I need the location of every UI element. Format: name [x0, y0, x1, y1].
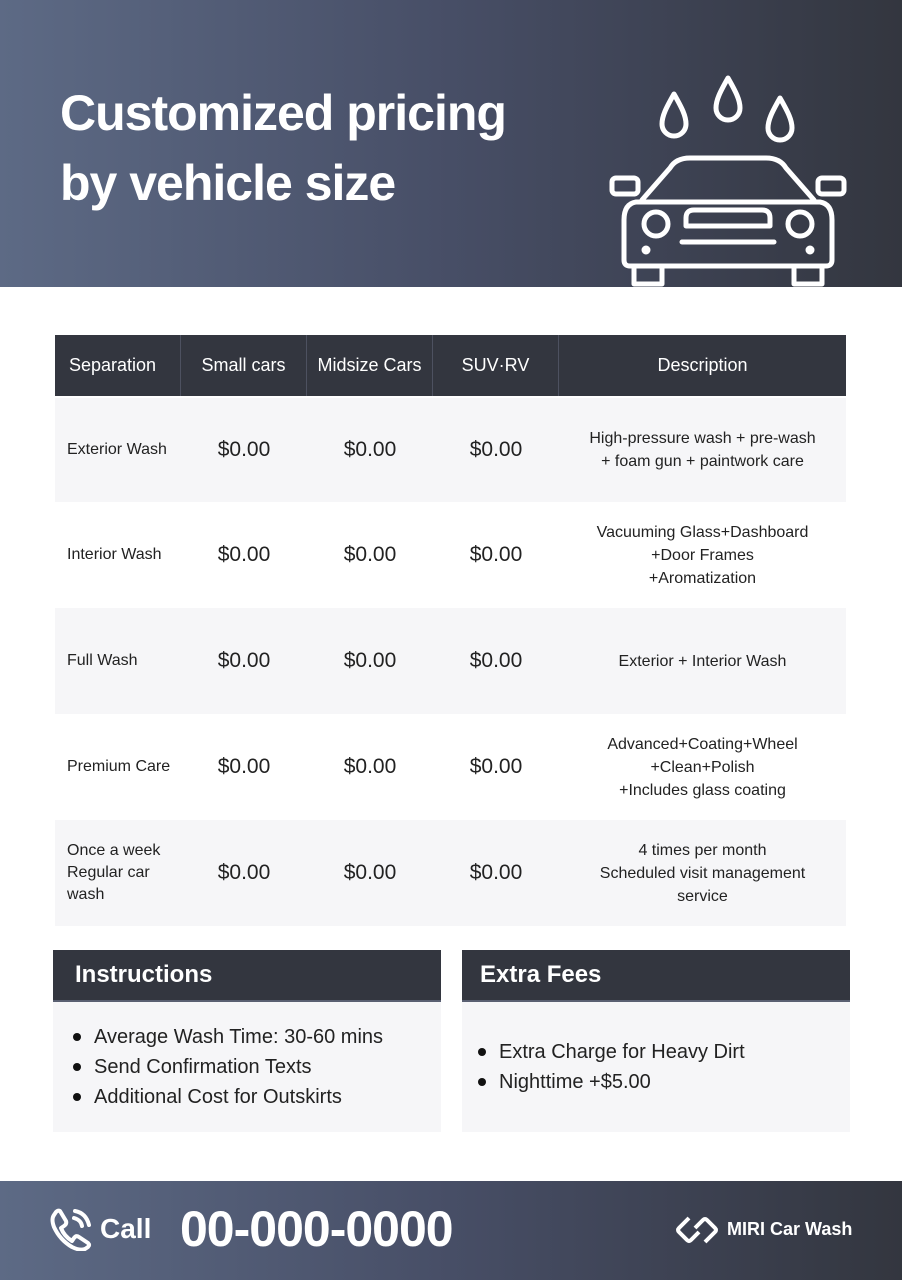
bullet-icon: [73, 1093, 81, 1101]
price-suv: $0.00: [469, 649, 523, 672]
instructions-panel: [53, 950, 441, 1132]
list-item: [478, 1067, 850, 1097]
table-row: [55, 714, 846, 820]
service-description: Vacuuming Glass+Dashboard +Door Frames +Aromatization: [596, 523, 809, 587]
price-midsize: $0.00: [343, 438, 397, 461]
price-midsize: $0.00: [343, 649, 397, 672]
column-header-midsize-cars: Midsize Cars: [307, 335, 433, 396]
price-small: $0.00: [217, 543, 271, 566]
price-midsize: $0.00: [343, 755, 397, 778]
chain-link-logo-icon: [675, 1212, 719, 1248]
list-item: [73, 1052, 441, 1082]
instructions-body: [53, 1002, 441, 1132]
extra-fees-panel: [462, 950, 850, 1132]
service-name: Exterior Wash: [67, 441, 167, 458]
title-line-2: by vehicle size: [60, 155, 396, 211]
title-line-1: Customized pricing: [60, 85, 506, 141]
extra-fees-list: [478, 1037, 850, 1097]
instruction-text: Average Wash Time: 30-60 mins: [94, 1026, 384, 1048]
service-name: Full Wash: [67, 652, 138, 669]
fee-text: Extra Charge for Heavy Dirt: [499, 1041, 745, 1063]
table-row: [55, 608, 846, 714]
service-description: Advanced+Coating+Wheel +Clean+Polish +Includes glass coating: [607, 735, 798, 799]
extra-fees-body: [462, 1002, 850, 1132]
instructions-title: Instructions: [53, 950, 441, 1002]
bullet-icon: [73, 1033, 81, 1041]
column-header-suv-rv: SUV·RV: [433, 335, 559, 396]
call-label: Call: [100, 1213, 152, 1244]
price-suv: $0.00: [469, 755, 523, 778]
brand-name: MIRI Car Wash: [727, 1219, 853, 1239]
instructions-list: [73, 1022, 441, 1112]
price-small: $0.00: [217, 755, 271, 778]
table-row: [55, 820, 846, 926]
instruction-text: Additional Cost for Outskirts: [94, 1086, 342, 1108]
price-midsize: $0.00: [343, 543, 397, 566]
fee-text: Nighttime +$5.00: [499, 1071, 651, 1093]
price-small: $0.00: [217, 649, 271, 672]
service-description: 4 times per month Scheduled visit management service: [599, 841, 806, 905]
table-row: [55, 502, 846, 608]
service-description: High-pressure wash + pre-wash + foam gun + paintwork care: [589, 430, 816, 470]
price-midsize: $0.00: [343, 861, 397, 884]
price-suv: $0.00: [469, 438, 523, 461]
table-header: [55, 335, 846, 396]
car-wash-icon: [606, 70, 852, 288]
price-suv: $0.00: [469, 861, 523, 884]
list-item: [73, 1082, 441, 1112]
phone-icon: [50, 1207, 92, 1251]
service-name: Interior Wash: [67, 546, 162, 563]
column-header-description: Description: [657, 355, 748, 375]
list-item: [478, 1037, 850, 1067]
price-suv: $0.00: [469, 543, 523, 566]
pricing-table: [55, 335, 846, 926]
table-row: [55, 398, 846, 502]
page-title: [60, 78, 600, 218]
column-header-separation: Separation: [55, 335, 181, 396]
service-name: Once a week Regular car wash: [67, 842, 161, 903]
bullet-icon: [478, 1078, 486, 1086]
phone-number[interactable]: 00-000-0000: [180, 1201, 453, 1257]
service-name: Premium Care: [67, 758, 171, 775]
column-header-small-cars: Small cars: [181, 335, 307, 396]
bullet-icon: [73, 1063, 81, 1071]
instruction-text: Send Confirmation Texts: [94, 1056, 312, 1078]
price-small: $0.00: [217, 438, 271, 461]
bullet-icon: [478, 1048, 486, 1056]
price-small: $0.00: [217, 861, 271, 884]
extra-fees-title: Extra Fees: [462, 950, 850, 1002]
service-description: Exterior + Interior Wash: [618, 652, 787, 670]
header-banner: [0, 0, 902, 287]
list-item: [73, 1022, 441, 1052]
footer-bar: [0, 1181, 902, 1280]
